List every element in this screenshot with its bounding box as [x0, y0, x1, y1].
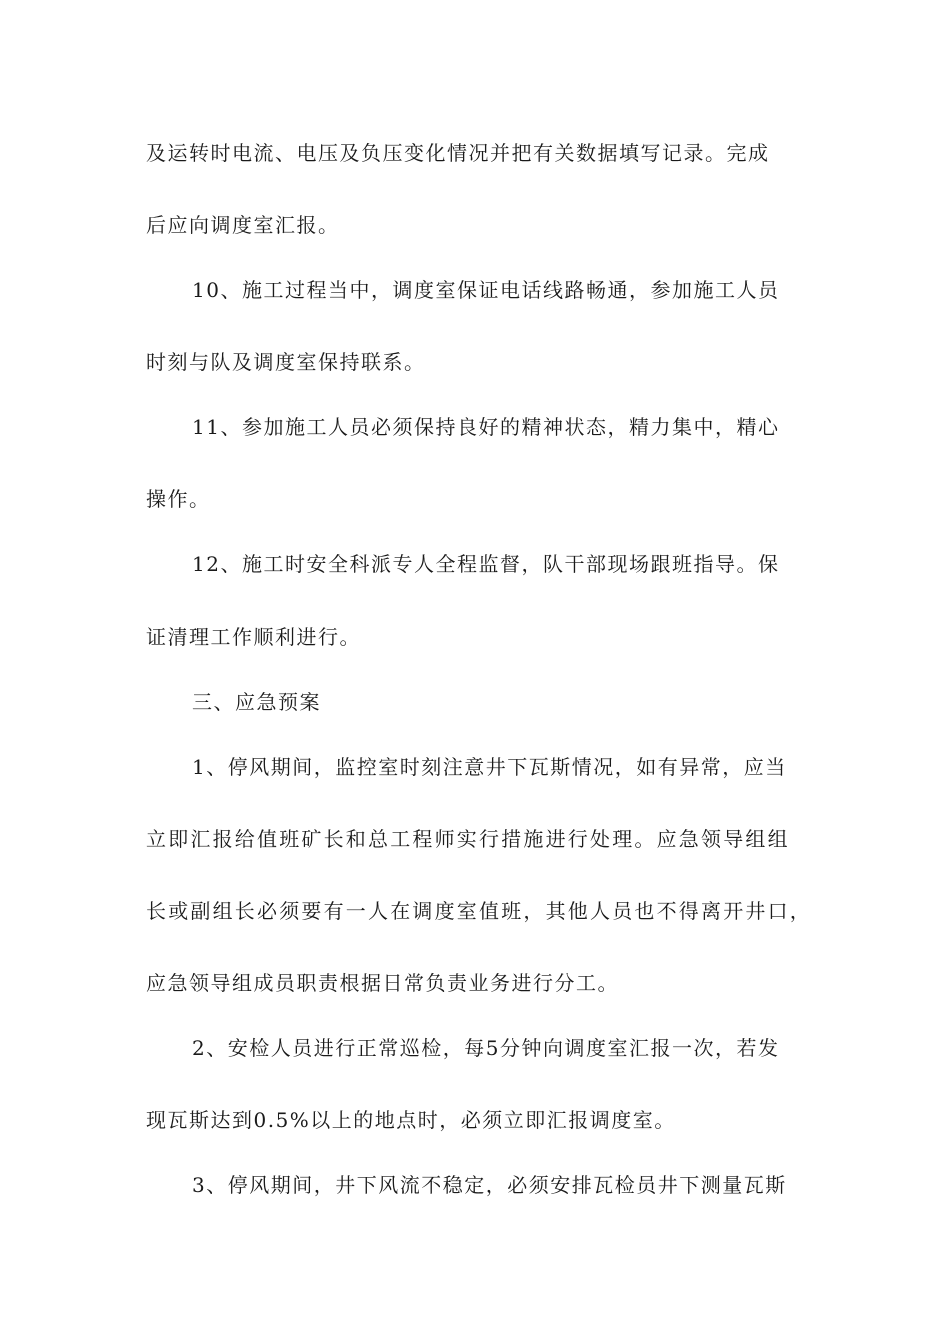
paragraph-11-start: 11、参加施工人员必须保持良好的精神状态，精力集中，精心: [192, 415, 780, 439]
paragraph-10-start: 10、施工过程当中，调度室保证电话线路畅通，参加施工人员: [192, 278, 780, 302]
text-line: 时刻与队及调度室保持联系。: [146, 350, 426, 374]
paragraph-2-start: 2、安检人员进行正常巡检，每5分钟向调度室汇报一次，若发: [192, 1036, 780, 1060]
text-line: 立即汇报给值班矿长和总工程师实行措施进行处理。应急领导组组: [146, 827, 790, 851]
text-line: 及运转时电流、电压及负压变化情况并把有关数据填写记录。完成: [146, 141, 770, 165]
text-line: 现瓦斯达到0.5%以上的地点时，必须立即汇报调度室。: [146, 1108, 676, 1132]
text-line: 证清理工作顺利进行。: [146, 625, 361, 649]
text-line: 应急领导组成员职责根据日常负责业务进行分工。: [146, 971, 619, 995]
text-line: 操作。: [146, 487, 211, 511]
section-heading: 三、应急预案: [192, 690, 321, 714]
text-line: 后应向调度室汇报。: [146, 213, 340, 237]
text-line: 长或副组长必须要有一人在调度室值班，其他人员也不得离开井口，: [146, 899, 812, 923]
paragraph-1-start: 1、停风期间，监控室时刻注意井下瓦斯情况，如有异常，应当: [192, 755, 787, 779]
paragraph-3-start: 3、停风期间，井下风流不稳定，必须安排瓦检员井下测量瓦斯: [192, 1173, 787, 1197]
paragraph-12-start: 12、施工时安全科派专人全程监督，队干部现场跟班指导。保: [192, 552, 780, 576]
